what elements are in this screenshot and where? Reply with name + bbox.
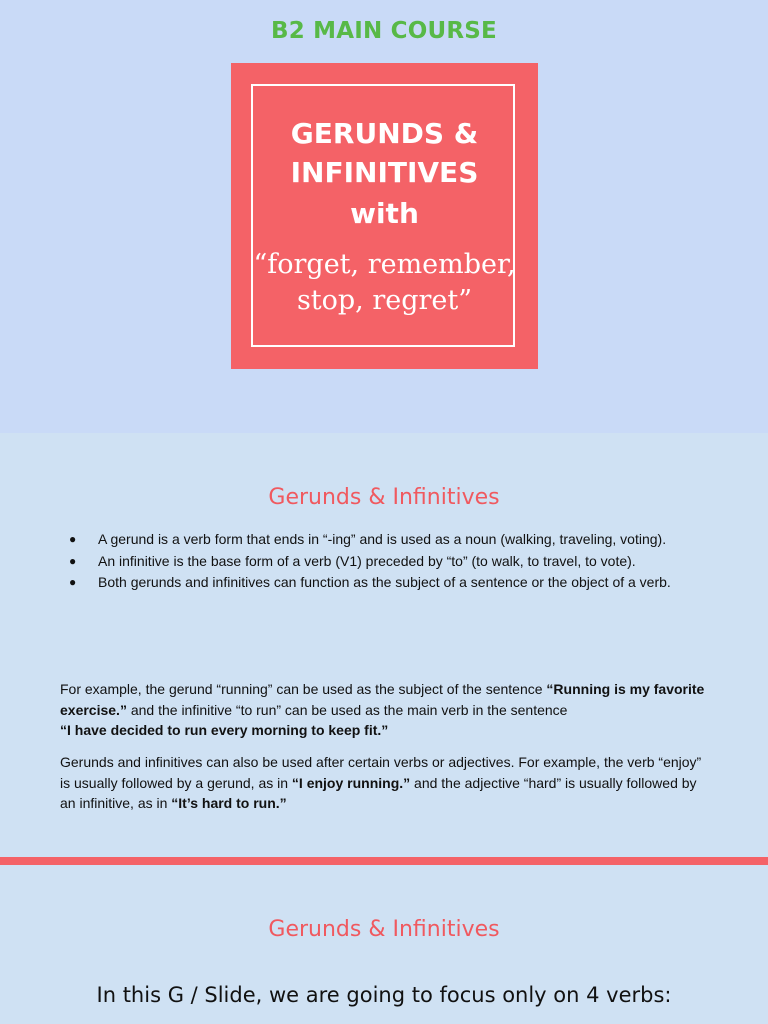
paragraph-text: For example, the gerund “running” can be used as the subject of the sentence (60, 681, 547, 697)
title-line-1: GERUNDS & (290, 117, 479, 150)
bullet-icon: ● (69, 575, 77, 589)
example-paragraph-1 (60, 679, 710, 741)
list-item-text: An infinitive is the base form of a verb (V1) preceded by “to” (to walk, to travel, to vote). (98, 552, 636, 569)
title-line-3: with (350, 197, 419, 230)
focus-intro: In this G / Slide, we are going to focus only on 4 verbs: (96, 983, 672, 1007)
example-sentence: “I enjoy running.” (291, 774, 411, 791)
example-sentence: “Running is my favorite exercise.” (60, 681, 705, 718)
paragraph-text: Gerunds and infinitives can also be used after certain verbs or adjectives. For example, the verb “enjoy” is usually followed by a gerund, as in (60, 754, 702, 791)
list-item (60, 551, 690, 572)
definition-list (60, 529, 690, 594)
subtitle-line-1: “forget, remember, (253, 249, 516, 280)
example-sentence: “It’s hard to run.” (171, 795, 287, 811)
list-item (60, 529, 690, 550)
title-line-2: INFINITIVES (290, 156, 479, 189)
list-item-text: Both gerunds and infinitives can function as the subject of a sentence or the object of a verb. (98, 574, 671, 590)
subtitle-line-2: stop, regret” (296, 285, 473, 316)
explanation-section (0, 433, 768, 857)
title-card (231, 63, 538, 369)
section-divider (0, 857, 768, 865)
paragraph-text: and the infinitive “to run” can be used as the main verb in the sentence (126, 701, 568, 718)
focus-section (0, 865, 768, 1024)
list-item (60, 572, 690, 593)
paragraph-text: and the adjective “hard” is usually followed by an infinitive, as in (60, 774, 697, 811)
list-item-text: A gerund is a verb form that ends in “-ing” and is used as a noun (walking, traveling, voting). (98, 531, 667, 547)
course-label: B2 MAIN COURSE (271, 18, 497, 44)
bullet-icon: ● (69, 532, 77, 546)
bullet-icon: ● (69, 553, 77, 568)
example-sentence: “I have decided to run every morning to keep fit.” (60, 722, 389, 738)
section-heading: Gerunds & Infinitives (268, 917, 500, 942)
example-paragraph-2 (60, 752, 710, 814)
cover-section (0, 0, 768, 433)
section-heading: Gerunds & Infinitives (268, 485, 500, 510)
